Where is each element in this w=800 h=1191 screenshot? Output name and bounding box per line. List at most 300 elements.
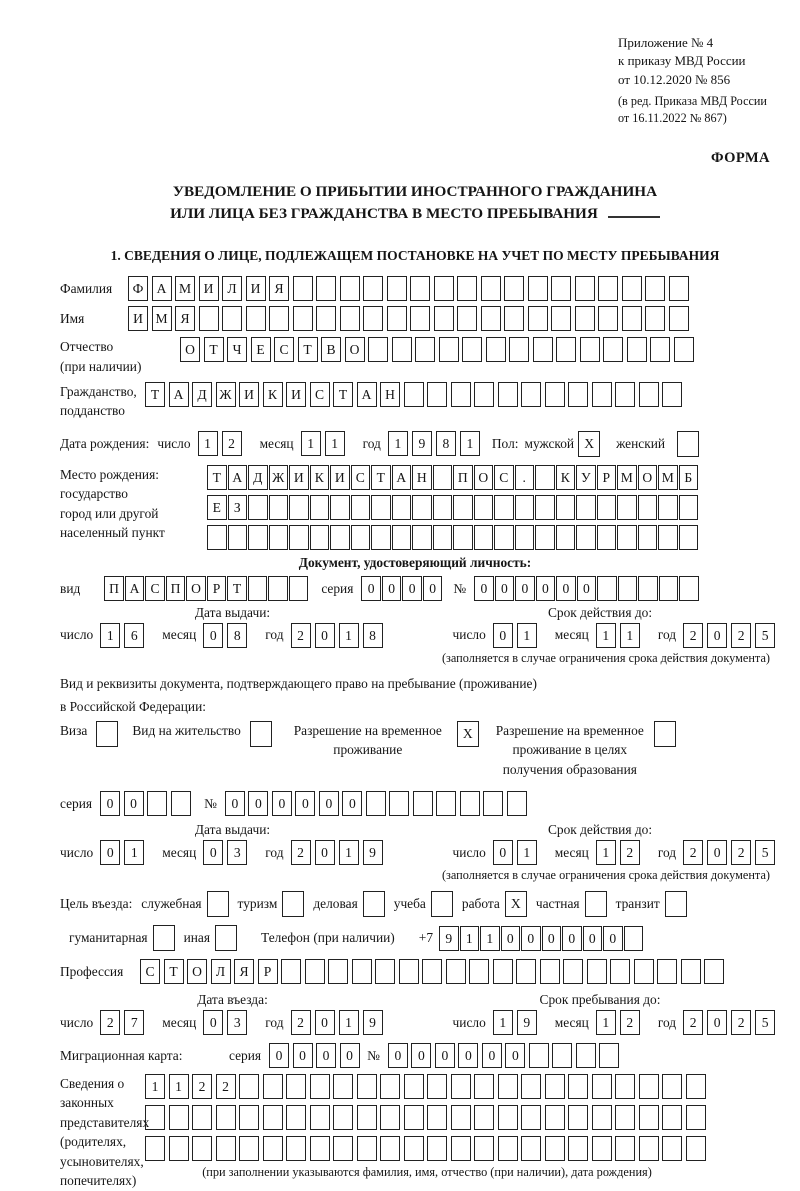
char-cell[interactable]: Я	[269, 276, 289, 301]
month-cell[interactable]: 3	[227, 1010, 247, 1035]
char-cell[interactable]	[153, 925, 175, 951]
month-cell[interactable]: 0	[203, 1010, 223, 1035]
char-cell[interactable]	[528, 276, 548, 301]
char-cell[interactable]	[316, 306, 336, 331]
char-cell[interactable]: Е	[207, 495, 227, 520]
char-cell[interactable]	[340, 276, 360, 301]
char-cell[interactable]	[286, 1074, 306, 1099]
char-cell[interactable]	[617, 525, 637, 550]
char-cell[interactable]	[598, 306, 618, 331]
char-cell[interactable]	[507, 791, 527, 816]
year-cell[interactable]: 5	[755, 1010, 775, 1035]
char-cell[interactable]: 0	[100, 791, 120, 816]
char-cell[interactable]: О	[186, 576, 206, 601]
char-cell[interactable]	[540, 959, 560, 984]
char-cell[interactable]: Д	[248, 465, 268, 490]
char-cell[interactable]: 0	[474, 576, 494, 601]
year-cell[interactable]: 8	[436, 431, 456, 456]
char-cell[interactable]: В	[321, 337, 341, 362]
char-cell[interactable]	[330, 525, 350, 550]
char-cell[interactable]	[597, 576, 617, 601]
char-cell[interactable]: X	[505, 891, 527, 917]
char-cell[interactable]	[521, 1136, 541, 1161]
char-cell[interactable]: А	[228, 465, 248, 490]
char-cell[interactable]: 0	[505, 1043, 525, 1068]
char-cell[interactable]	[171, 791, 191, 816]
char-cell[interactable]	[504, 276, 524, 301]
char-cell[interactable]	[592, 382, 612, 407]
char-cell[interactable]	[638, 495, 658, 520]
char-cell[interactable]: И	[239, 382, 259, 407]
char-cell[interactable]	[427, 1136, 447, 1161]
year-cell[interactable]: 5	[755, 623, 775, 648]
char-cell[interactable]	[603, 337, 623, 362]
char-cell[interactable]	[639, 1074, 659, 1099]
char-cell[interactable]	[451, 1136, 471, 1161]
char-cell[interactable]: 2	[216, 1074, 236, 1099]
char-cell[interactable]: Т	[227, 576, 247, 601]
char-cell[interactable]: 0	[435, 1043, 455, 1068]
char-cell[interactable]: 0	[411, 1043, 431, 1068]
char-cell[interactable]: М	[175, 276, 195, 301]
month-cell[interactable]: 0	[203, 840, 223, 865]
char-cell[interactable]	[239, 1136, 259, 1161]
char-cell[interactable]	[598, 276, 618, 301]
char-cell[interactable]	[363, 276, 383, 301]
char-cell[interactable]	[410, 306, 430, 331]
char-cell[interactable]: М	[658, 465, 678, 490]
char-cell[interactable]: 0	[542, 926, 562, 951]
day-cell[interactable]: 1	[493, 1010, 513, 1035]
month-cell[interactable]: 3	[227, 840, 247, 865]
char-cell[interactable]	[528, 306, 548, 331]
char-cell[interactable]	[431, 891, 453, 917]
char-cell[interactable]	[529, 1043, 549, 1068]
char-cell[interactable]	[481, 306, 501, 331]
char-cell[interactable]	[333, 1074, 353, 1099]
year-cell[interactable]: 2	[291, 840, 311, 865]
char-cell[interactable]	[147, 791, 167, 816]
char-cell[interactable]	[340, 306, 360, 331]
char-cell[interactable]	[498, 382, 518, 407]
char-cell[interactable]: Л	[222, 276, 242, 301]
char-cell[interactable]	[387, 276, 407, 301]
char-cell[interactable]: 0	[225, 791, 245, 816]
char-cell[interactable]: 9	[439, 926, 459, 951]
char-cell[interactable]	[263, 1074, 283, 1099]
char-cell[interactable]	[392, 337, 412, 362]
char-cell[interactable]	[515, 525, 535, 550]
year-cell[interactable]: 2	[291, 623, 311, 648]
char-cell[interactable]: З	[228, 495, 248, 520]
char-cell[interactable]: 1	[460, 926, 480, 951]
char-cell[interactable]	[469, 959, 489, 984]
char-cell[interactable]	[597, 525, 617, 550]
char-cell[interactable]	[568, 1074, 588, 1099]
char-cell[interactable]	[357, 1074, 377, 1099]
char-cell[interactable]	[657, 959, 677, 984]
char-cell[interactable]	[568, 1105, 588, 1130]
char-cell[interactable]	[662, 1105, 682, 1130]
char-cell[interactable]	[289, 576, 309, 601]
char-cell[interactable]	[650, 337, 670, 362]
char-cell[interactable]: 0	[272, 791, 292, 816]
char-cell[interactable]	[654, 721, 676, 747]
char-cell[interactable]	[282, 891, 304, 917]
year-cell[interactable]: 0	[315, 840, 335, 865]
char-cell[interactable]: М	[617, 465, 637, 490]
char-cell[interactable]: С	[145, 576, 165, 601]
char-cell[interactable]: 0	[515, 576, 535, 601]
char-cell[interactable]	[521, 382, 541, 407]
char-cell[interactable]	[269, 495, 289, 520]
char-cell[interactable]	[310, 495, 330, 520]
char-cell[interactable]	[446, 959, 466, 984]
year-cell[interactable]: 2	[731, 1010, 751, 1035]
char-cell[interactable]: 0	[423, 576, 443, 601]
char-cell[interactable]: 0	[382, 576, 402, 601]
year-cell[interactable]: 0	[707, 840, 727, 865]
day-cell[interactable]: 0	[493, 623, 513, 648]
char-cell[interactable]	[453, 525, 473, 550]
char-cell[interactable]	[556, 337, 576, 362]
char-cell[interactable]	[263, 1105, 283, 1130]
char-cell[interactable]	[627, 337, 647, 362]
char-cell[interactable]	[686, 1105, 706, 1130]
char-cell[interactable]: И	[199, 276, 219, 301]
char-cell[interactable]	[248, 525, 268, 550]
char-cell[interactable]	[239, 1105, 259, 1130]
char-cell[interactable]	[415, 337, 435, 362]
char-cell[interactable]	[634, 959, 654, 984]
day-cell[interactable]: 7	[124, 1010, 144, 1035]
char-cell[interactable]	[399, 959, 419, 984]
char-cell[interactable]	[521, 1074, 541, 1099]
char-cell[interactable]	[387, 306, 407, 331]
char-cell[interactable]	[248, 495, 268, 520]
char-cell[interactable]	[412, 525, 432, 550]
char-cell[interactable]	[576, 1043, 596, 1068]
char-cell[interactable]	[494, 525, 514, 550]
char-cell[interactable]	[679, 495, 699, 520]
char-cell[interactable]: У	[576, 465, 596, 490]
year-cell[interactable]: 0	[315, 623, 335, 648]
char-cell[interactable]	[504, 306, 524, 331]
char-cell[interactable]: 0	[501, 926, 521, 951]
char-cell[interactable]	[380, 1074, 400, 1099]
char-cell[interactable]	[474, 525, 494, 550]
year-cell[interactable]: 2	[683, 840, 703, 865]
char-cell[interactable]: 0	[603, 926, 623, 951]
char-cell[interactable]	[269, 306, 289, 331]
char-cell[interactable]	[453, 495, 473, 520]
char-cell[interactable]: 0	[521, 926, 541, 951]
char-cell[interactable]	[515, 495, 535, 520]
char-cell[interactable]	[535, 465, 555, 490]
char-cell[interactable]: Я	[175, 306, 195, 331]
char-cell[interactable]	[246, 306, 266, 331]
char-cell[interactable]	[451, 1074, 471, 1099]
year-cell[interactable]: 1	[339, 1010, 359, 1035]
char-cell[interactable]: К	[310, 465, 330, 490]
char-cell[interactable]: 0	[556, 576, 576, 601]
char-cell[interactable]	[674, 337, 694, 362]
month-cell[interactable]: 2	[620, 840, 640, 865]
char-cell[interactable]	[551, 306, 571, 331]
char-cell[interactable]	[545, 1136, 565, 1161]
char-cell[interactable]	[556, 525, 576, 550]
char-cell[interactable]	[587, 959, 607, 984]
char-cell[interactable]: 0	[361, 576, 381, 601]
char-cell[interactable]	[639, 382, 659, 407]
char-cell[interactable]	[535, 495, 555, 520]
char-cell[interactable]	[521, 1105, 541, 1130]
char-cell[interactable]	[433, 525, 453, 550]
char-cell[interactable]: Д	[192, 382, 212, 407]
day-cell[interactable]: 1	[517, 623, 537, 648]
char-cell[interactable]: Н	[412, 465, 432, 490]
char-cell[interactable]	[310, 525, 330, 550]
char-cell[interactable]	[638, 525, 658, 550]
char-cell[interactable]	[622, 306, 642, 331]
char-cell[interactable]	[677, 431, 699, 457]
year-cell[interactable]: 2	[291, 1010, 311, 1035]
char-cell[interactable]	[169, 1136, 189, 1161]
char-cell[interactable]: 0	[319, 791, 339, 816]
char-cell[interactable]	[239, 1074, 259, 1099]
char-cell[interactable]	[494, 495, 514, 520]
day-cell[interactable]: 1	[517, 840, 537, 865]
year-cell[interactable]: 9	[363, 840, 383, 865]
char-cell[interactable]	[145, 1136, 165, 1161]
char-cell[interactable]	[662, 1074, 682, 1099]
month-cell[interactable]: 8	[227, 623, 247, 648]
char-cell[interactable]	[575, 276, 595, 301]
char-cell[interactable]	[622, 276, 642, 301]
char-cell[interactable]	[592, 1105, 612, 1130]
char-cell[interactable]	[658, 495, 678, 520]
char-cell[interactable]	[568, 1136, 588, 1161]
char-cell[interactable]	[615, 1105, 635, 1130]
day-cell[interactable]: 1	[124, 840, 144, 865]
char-cell[interactable]: О	[180, 337, 200, 362]
char-cell[interactable]: Р	[207, 576, 227, 601]
char-cell[interactable]	[617, 495, 637, 520]
char-cell[interactable]	[474, 1105, 494, 1130]
char-cell[interactable]: С	[310, 382, 330, 407]
month-cell[interactable]: 1	[301, 431, 321, 456]
char-cell[interactable]	[638, 576, 658, 601]
char-cell[interactable]	[215, 925, 237, 951]
char-cell[interactable]: С	[494, 465, 514, 490]
char-cell[interactable]	[293, 306, 313, 331]
year-cell[interactable]: 9	[363, 1010, 383, 1035]
char-cell[interactable]	[286, 1136, 306, 1161]
char-cell[interactable]	[457, 306, 477, 331]
char-cell[interactable]	[575, 306, 595, 331]
char-cell[interactable]	[639, 1136, 659, 1161]
char-cell[interactable]	[333, 1136, 353, 1161]
char-cell[interactable]	[293, 276, 313, 301]
char-cell[interactable]: Т	[164, 959, 184, 984]
char-cell[interactable]: Б	[679, 465, 699, 490]
char-cell[interactable]	[645, 306, 665, 331]
char-cell[interactable]	[289, 495, 309, 520]
char-cell[interactable]	[545, 382, 565, 407]
char-cell[interactable]: О	[638, 465, 658, 490]
char-cell[interactable]	[552, 1043, 572, 1068]
char-cell[interactable]	[427, 1105, 447, 1130]
char-cell[interactable]	[599, 1043, 619, 1068]
char-cell[interactable]	[250, 721, 272, 747]
char-cell[interactable]	[451, 1105, 471, 1130]
char-cell[interactable]	[413, 791, 433, 816]
char-cell[interactable]	[427, 1074, 447, 1099]
char-cell[interactable]: Р	[597, 465, 617, 490]
year-cell[interactable]: 9	[412, 431, 432, 456]
char-cell[interactable]	[363, 306, 383, 331]
day-cell[interactable]: 1	[100, 623, 120, 648]
char-cell[interactable]	[556, 495, 576, 520]
char-cell[interactable]	[498, 1105, 518, 1130]
char-cell[interactable]: 0	[562, 926, 582, 951]
char-cell[interactable]	[351, 495, 371, 520]
char-cell[interactable]	[498, 1136, 518, 1161]
char-cell[interactable]: 0	[295, 791, 315, 816]
char-cell[interactable]	[422, 959, 442, 984]
char-cell[interactable]	[404, 1136, 424, 1161]
char-cell[interactable]	[615, 1074, 635, 1099]
char-cell[interactable]: 0	[536, 576, 556, 601]
char-cell[interactable]	[286, 1105, 306, 1130]
char-cell[interactable]	[404, 1105, 424, 1130]
char-cell[interactable]: 1	[169, 1074, 189, 1099]
char-cell[interactable]	[392, 495, 412, 520]
char-cell[interactable]: А	[125, 576, 145, 601]
day-cell[interactable]: 9	[517, 1010, 537, 1035]
year-cell[interactable]: 1	[388, 431, 408, 456]
char-cell[interactable]	[222, 306, 242, 331]
char-cell[interactable]	[433, 495, 453, 520]
char-cell[interactable]: 2	[192, 1074, 212, 1099]
char-cell[interactable]	[333, 1105, 353, 1130]
char-cell[interactable]	[310, 1105, 330, 1130]
year-cell[interactable]: 0	[707, 623, 727, 648]
char-cell[interactable]: О	[187, 959, 207, 984]
char-cell[interactable]	[460, 791, 480, 816]
char-cell[interactable]: А	[152, 276, 172, 301]
char-cell[interactable]: Ч	[227, 337, 247, 362]
char-cell[interactable]: А	[357, 382, 377, 407]
month-cell[interactable]: 2	[620, 1010, 640, 1035]
char-cell[interactable]	[679, 525, 699, 550]
char-cell[interactable]: 0	[577, 576, 597, 601]
char-cell[interactable]	[610, 959, 630, 984]
char-cell[interactable]: И	[289, 465, 309, 490]
char-cell[interactable]: Т	[333, 382, 353, 407]
char-cell[interactable]: X	[457, 721, 479, 747]
char-cell[interactable]: 0	[293, 1043, 313, 1068]
day-cell[interactable]: 2	[100, 1010, 120, 1035]
char-cell[interactable]: И	[286, 382, 306, 407]
char-cell[interactable]	[363, 891, 385, 917]
char-cell[interactable]	[434, 276, 454, 301]
char-cell[interactable]: С	[274, 337, 294, 362]
char-cell[interactable]	[493, 959, 513, 984]
char-cell[interactable]	[618, 576, 638, 601]
char-cell[interactable]	[192, 1136, 212, 1161]
char-cell[interactable]: 0	[482, 1043, 502, 1068]
char-cell[interactable]: X	[578, 431, 600, 457]
month-cell[interactable]: 1	[596, 1010, 616, 1035]
char-cell[interactable]	[563, 959, 583, 984]
char-cell[interactable]	[207, 525, 227, 550]
char-cell[interactable]: 0	[340, 1043, 360, 1068]
char-cell[interactable]: И	[128, 306, 148, 331]
char-cell[interactable]	[269, 525, 289, 550]
char-cell[interactable]: 0	[248, 791, 268, 816]
char-cell[interactable]	[597, 495, 617, 520]
char-cell[interactable]: А	[392, 465, 412, 490]
char-cell[interactable]	[375, 959, 395, 984]
char-cell[interactable]	[371, 525, 391, 550]
char-cell[interactable]: П	[453, 465, 473, 490]
char-cell[interactable]: И	[330, 465, 350, 490]
char-cell[interactable]	[199, 306, 219, 331]
char-cell[interactable]	[686, 1074, 706, 1099]
day-cell[interactable]: 0	[100, 840, 120, 865]
char-cell[interactable]	[263, 1136, 283, 1161]
char-cell[interactable]	[686, 1136, 706, 1161]
char-cell[interactable]	[474, 1074, 494, 1099]
char-cell[interactable]	[305, 959, 325, 984]
char-cell[interactable]: Т	[371, 465, 391, 490]
char-cell[interactable]: Т	[298, 337, 318, 362]
char-cell[interactable]	[462, 337, 482, 362]
year-cell[interactable]: 5	[755, 840, 775, 865]
char-cell[interactable]	[410, 276, 430, 301]
char-cell[interactable]	[357, 1136, 377, 1161]
char-cell[interactable]	[192, 1105, 212, 1130]
char-cell[interactable]	[404, 1074, 424, 1099]
char-cell[interactable]: 1	[480, 926, 500, 951]
char-cell[interactable]: Н	[380, 382, 400, 407]
char-cell[interactable]	[580, 337, 600, 362]
char-cell[interactable]: Л	[211, 959, 231, 984]
day-cell[interactable]: 6	[124, 623, 144, 648]
char-cell[interactable]: П	[104, 576, 124, 601]
char-cell[interactable]	[389, 791, 409, 816]
char-cell[interactable]	[216, 1136, 236, 1161]
char-cell[interactable]	[498, 1074, 518, 1099]
char-cell[interactable]	[451, 382, 471, 407]
char-cell[interactable]: 0	[495, 576, 515, 601]
char-cell[interactable]	[328, 959, 348, 984]
char-cell[interactable]	[533, 337, 553, 362]
day-cell[interactable]: 0	[493, 840, 513, 865]
char-cell[interactable]: К	[556, 465, 576, 490]
char-cell[interactable]	[268, 576, 288, 601]
char-cell[interactable]: Т	[207, 465, 227, 490]
month-cell[interactable]: 0	[203, 623, 223, 648]
char-cell[interactable]	[545, 1105, 565, 1130]
char-cell[interactable]	[665, 891, 687, 917]
char-cell[interactable]	[366, 791, 386, 816]
char-cell[interactable]	[404, 382, 424, 407]
month-cell[interactable]: 1	[596, 840, 616, 865]
year-cell[interactable]: 2	[731, 840, 751, 865]
year-cell[interactable]: 2	[731, 623, 751, 648]
